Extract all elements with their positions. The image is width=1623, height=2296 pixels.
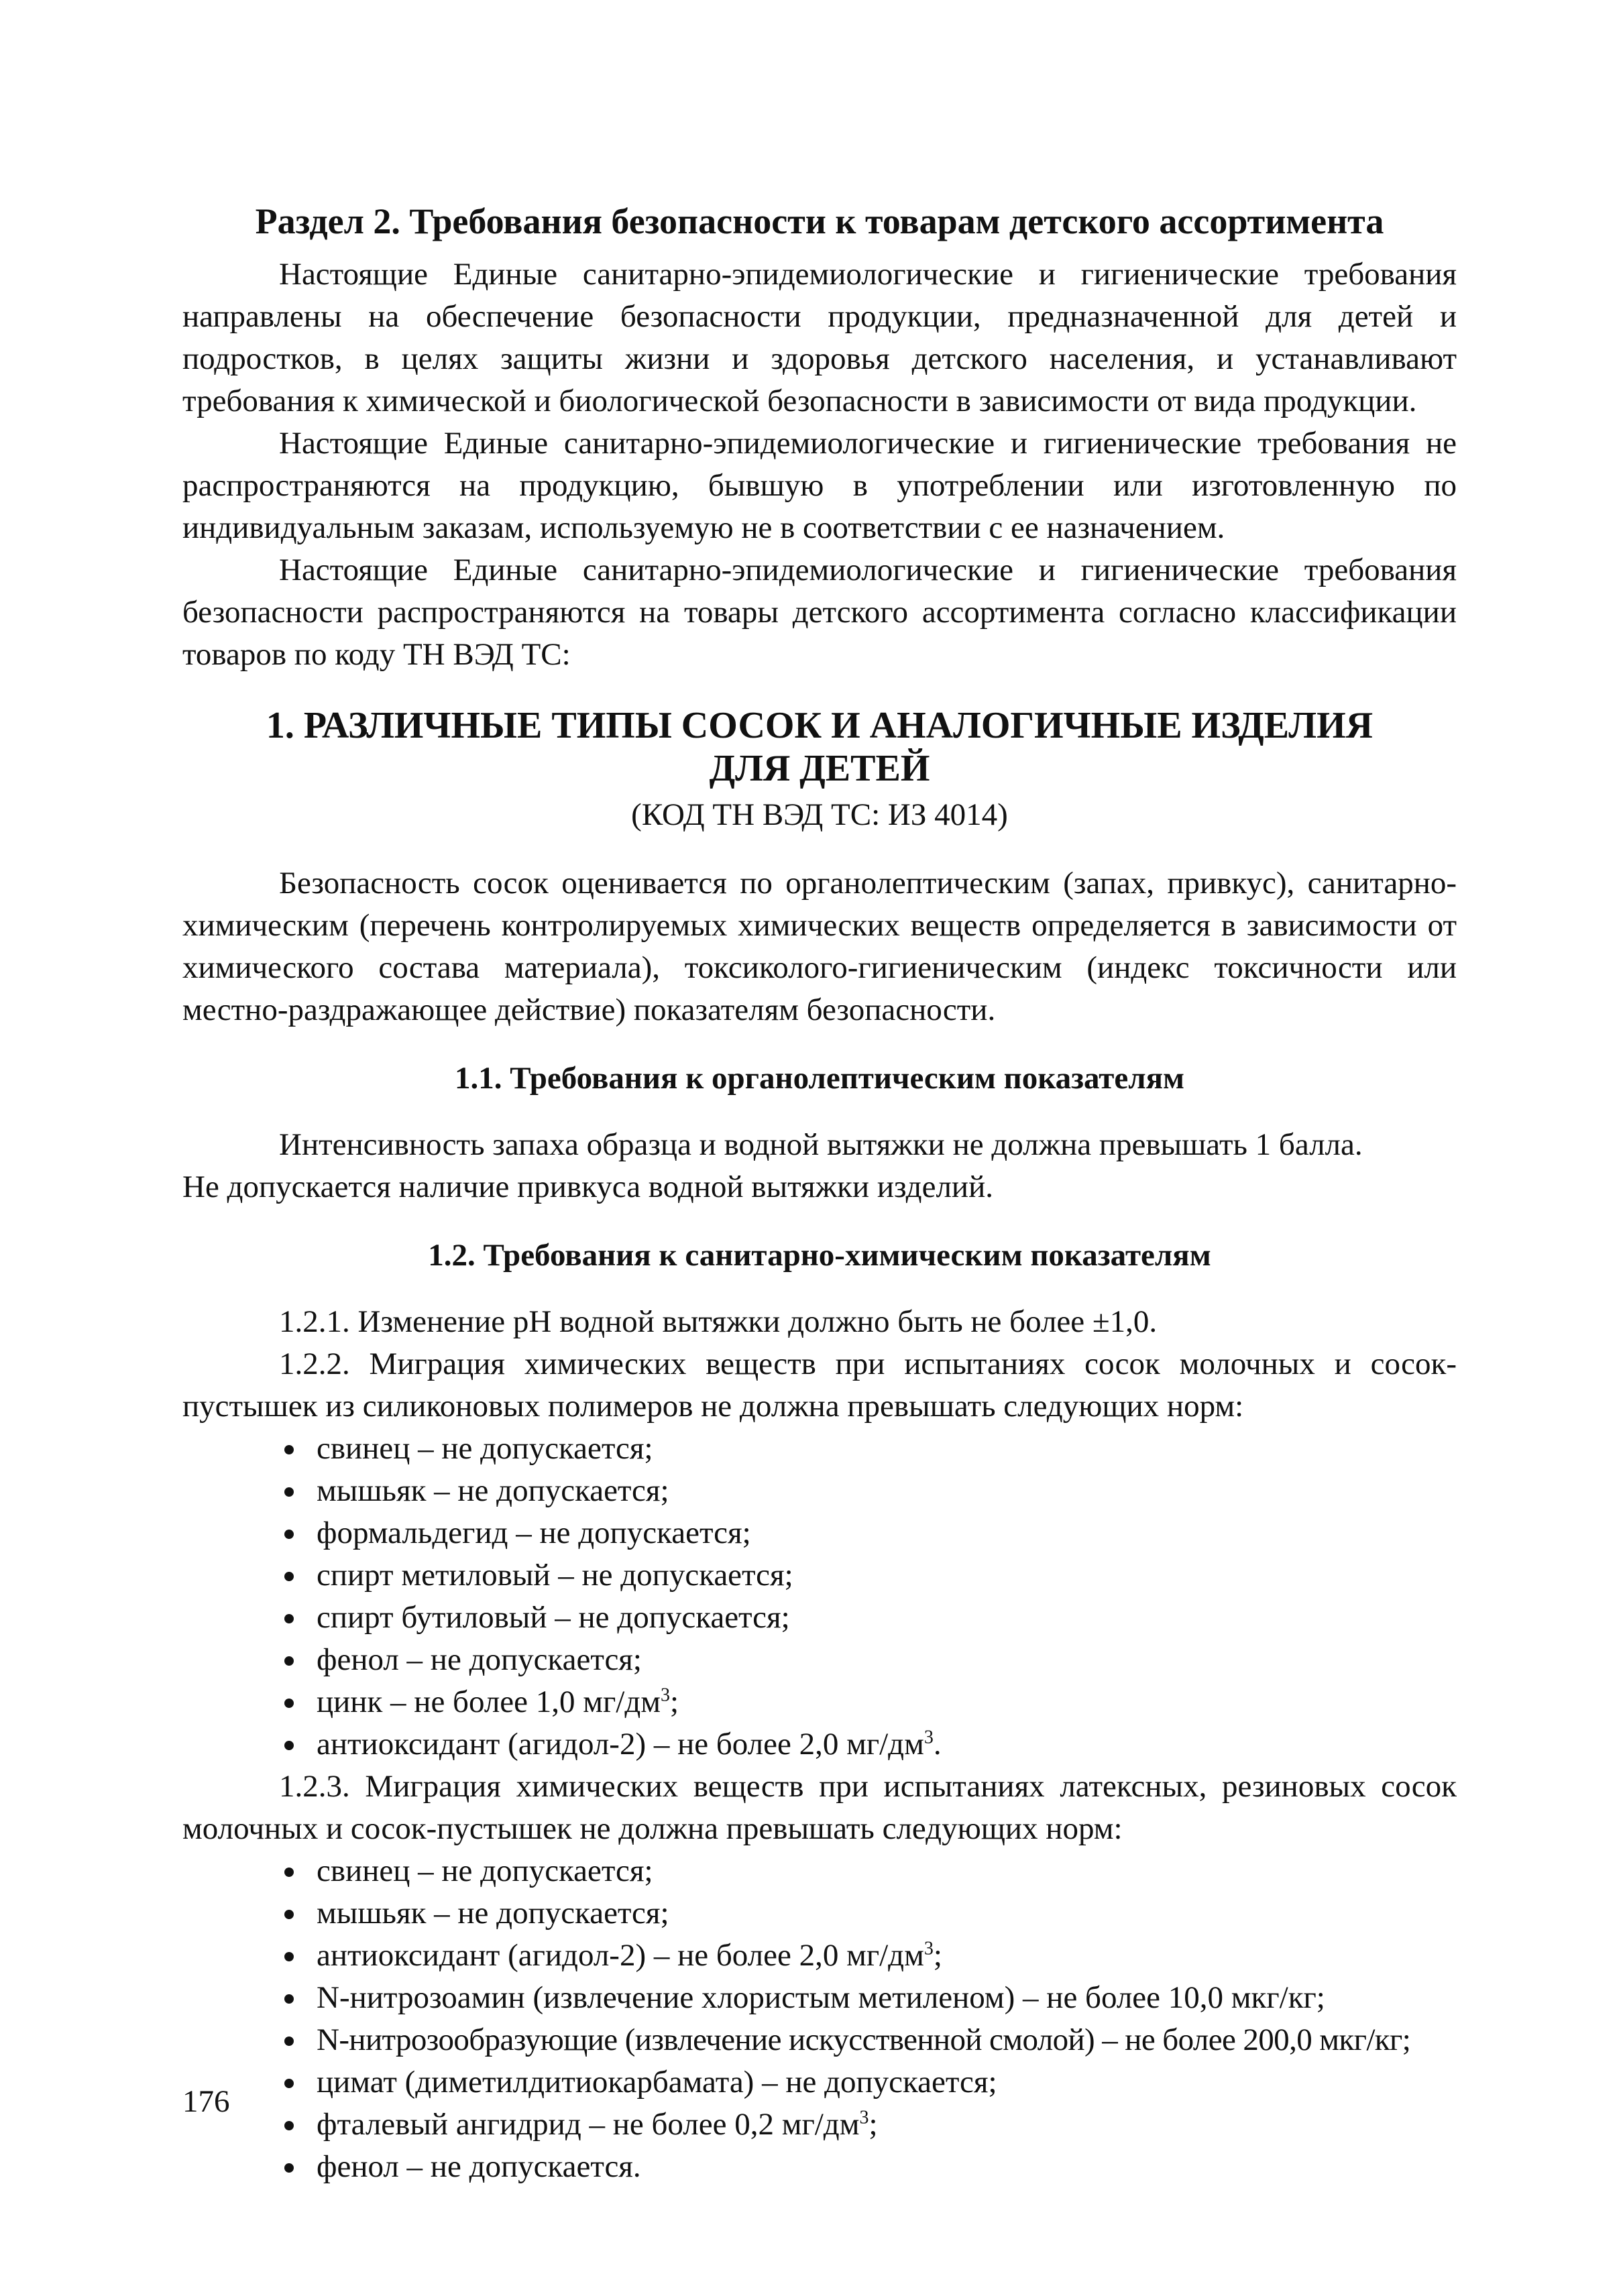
intro-paragraph-1: Настоящие Единые санитарно-эпидемиологические и гигиенические требования направлены на обеспечение безопасности продукции, предназначенной для детей и подростков, в целях защиты жизни и здоровья детского населения, и устанавливают требования к химической и биологической безопасности в зависимости от вида продукции.	[182, 257, 1457, 418]
list-item: формальдегид – не допускается;	[279, 1512, 1457, 1554]
subsection-1-2-title: 1.2. Требования к санитарно-химическим показателям	[428, 1238, 1211, 1273]
list-item: свинец – не допускается;	[279, 1428, 1457, 1470]
superscript: 3	[661, 1684, 671, 1706]
superscript: 3	[924, 1727, 934, 1748]
list-item: фенол – не допускается.	[279, 2146, 1457, 2188]
list-item: спирт метиловый – не допускается;	[279, 1554, 1457, 1597]
section-title: Раздел 2. Требования безопасности к товарам детского ассортимента	[255, 201, 1384, 241]
organoleptic-paragraph-line-1: Интенсивность запаха образца и водной вытяжки не должна превышать 1 балла.	[279, 1127, 1363, 1162]
paragraph-1-2-1: 1.2.1. Изменение pH водной вытяжки должно быть не более ±1,0.	[279, 1304, 1158, 1339]
list-item: фенол – не допускается;	[279, 1639, 1457, 1681]
list-item	[279, 1935, 1457, 1977]
latex-norms-list	[182, 1850, 1457, 2188]
list-item: мышьяк – не допускается;	[279, 1470, 1457, 1512]
list-item: N-нитрозообразующие (извлечение искусственной смолой) – не более 200,0 мкг/кг;	[279, 2019, 1457, 2061]
list-item	[279, 1723, 1457, 1766]
list-item	[279, 2104, 1457, 2146]
chapter-title-line-1: 1. РАЗЛИЧНЫЕ ТИПЫ СОСОК И АНАЛОГИЧНЫЕ ИЗДЕЛИЯ	[266, 705, 1374, 746]
list-item: спирт бутиловый – не допускается;	[279, 1597, 1457, 1639]
list-item-text: цинк – не более 1,0 мг/дм	[317, 1684, 661, 1719]
list-item-punct: ;	[869, 2107, 878, 2142]
list-item	[279, 1681, 1457, 1723]
list-item: N-нитрозоамин (извлечение хлористым метиленом) – не более 10,0 мкг/кг;	[279, 1977, 1457, 2019]
chapter-title-line-2: ДЛЯ ДЕТЕЙ	[709, 748, 930, 789]
paragraph-1-2-3: 1.2.3. Миграция химических веществ при испытаниях латексных, резиновых сосок молочных и сосок-пустышек не должна превышать следующих норм:	[182, 1769, 1457, 1846]
list-item: мышьяк – не допускается;	[279, 1892, 1457, 1935]
chapter-intro-paragraph: Безопасность сосок оценивается по органолептическим (запах, привкус), санитарно-химическим (перечень контролируемых химических веществ определяется в зависимости от химического состава материала), токсиколого-гигиеническим (индекс токсичности или местно-раздражающее действие) показателям безопасности.	[182, 866, 1457, 1027]
list-item: цимат (диметилдитиокарбамата) – не допускается;	[279, 2061, 1457, 2104]
list-item: свинец – не допускается;	[279, 1850, 1457, 1892]
chapter-title	[182, 704, 1457, 790]
intro-paragraph-3: Настоящие Единые санитарно-эпидемиологические и гигиенические требования безопасности распространяются на товары детского ассортимента согласно классификации товаров по коду ТН ВЭД ТС:	[182, 553, 1457, 672]
silicone-norms-list	[182, 1428, 1457, 1766]
chapter-code: (КОД ТН ВЭД ТС: ИЗ 4014)	[631, 797, 1008, 832]
list-item-text: фталевый ангидрид – не более 0,2 мг/дм	[317, 2107, 860, 2142]
list-item-punct: .	[933, 1727, 942, 1762]
paragraph-1-2-2: 1.2.2. Миграция химических веществ при испытаниях сосок молочных и сосок-пустышек из силиконовых полимеров не должна превышать следующих норм:	[182, 1346, 1457, 1424]
list-item-text: антиоксидант (агидол-2) – не более 2,0 мг/дм	[317, 1938, 924, 1973]
organoleptic-paragraph-line-2: Не допускается наличие привкуса водной вытяжки изделий.	[182, 1169, 993, 1204]
intro-paragraph-2: Настоящие Единые санитарно-эпидемиологические и гигиенические требования не распространяются на продукцию, бывшую в употреблении или изготовленную по индивидуальным заказам, используемую не в соответствии с ее назначением.	[182, 426, 1457, 545]
superscript: 3	[924, 1938, 934, 1959]
subsection-1-1-title: 1.1. Требования к органолептическим показателям	[454, 1061, 1185, 1096]
page-number: 176	[182, 2084, 230, 2119]
list-item-punct: ;	[670, 1684, 679, 1719]
page-content	[182, 196, 1457, 2188]
list-item-punct: ;	[933, 1938, 942, 1973]
superscript: 3	[859, 2107, 869, 2128]
list-item-text: антиоксидант (агидол-2) – не более 2,0 мг/дм	[317, 1727, 924, 1762]
